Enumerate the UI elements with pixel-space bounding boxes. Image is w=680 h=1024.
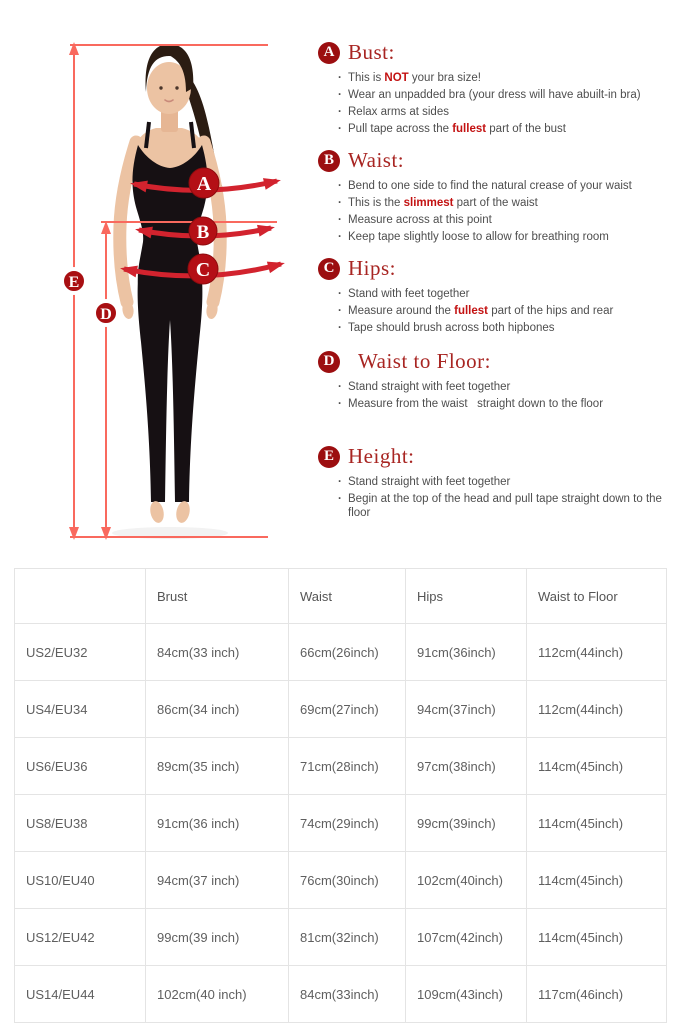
table-cell: 91cm(36inch) <box>406 624 527 681</box>
table-cell: US12/EU42 <box>15 909 146 966</box>
bullet-item: · Keep tape slightly loose to allow for breathing room <box>338 230 672 244</box>
table-cell: 117cm(46inch) <box>527 966 667 1023</box>
figure-panel <box>0 0 320 560</box>
table-cell: 112cm(44inch) <box>527 624 667 681</box>
section-title: Waist: <box>348 148 405 172</box>
bullet-item: · Wear an unpadded bra (your dress will have abuilt-in bra) <box>338 88 672 102</box>
bullet-item: · Relax arms at sides <box>338 105 672 119</box>
table-row <box>15 624 667 681</box>
bust-badge-letter: A <box>196 173 212 195</box>
table-row <box>15 795 667 852</box>
table-cell: 94cm(37inch) <box>406 681 527 738</box>
bullet-item: · Bend to one side to find the natural crease of your waist <box>338 179 672 193</box>
section-bullets <box>318 380 672 411</box>
table-cell: 112cm(44inch) <box>527 681 667 738</box>
section-heading <box>318 349 672 374</box>
table-cell: US8/EU38 <box>15 795 146 852</box>
table-cell: 86cm(34 inch) <box>146 681 289 738</box>
table-cell: 94cm(37 inch) <box>146 852 289 909</box>
section-letter-badge: B <box>318 150 340 172</box>
bullet-item: · Stand with feet together <box>338 287 672 301</box>
bullet-item: · This is the slimmest part of the waist <box>338 196 672 210</box>
table-cell: 99cm(39 inch) <box>146 909 289 966</box>
section-heading <box>318 444 672 469</box>
table-cell: US14/EU44 <box>15 966 146 1023</box>
table-cell: 71cm(28inch) <box>289 738 406 795</box>
bullet-item: · Measure from the waist straight down to the floor <box>338 397 672 411</box>
instruction-sections <box>318 40 672 532</box>
table-cell: 114cm(45inch) <box>527 852 667 909</box>
table-header-cell: Brust <box>146 569 289 624</box>
table-cell: 97cm(38inch) <box>406 738 527 795</box>
table-cell: US2/EU32 <box>15 624 146 681</box>
size-table <box>14 568 667 1023</box>
table-header-cell <box>15 569 146 624</box>
table-cell: 76cm(30inch) <box>289 852 406 909</box>
table-header-cell: Waist to Floor <box>527 569 667 624</box>
section-height <box>318 444 672 520</box>
table-cell: 114cm(45inch) <box>527 909 667 966</box>
table-row <box>15 852 667 909</box>
table-cell: 89cm(35 inch) <box>146 738 289 795</box>
section-heading <box>318 148 672 173</box>
hips-badge-letter: C <box>195 259 211 281</box>
bullet-item: · Begin at the top of the head and pull tape straight down to the floor <box>338 492 672 520</box>
size-table-header <box>15 569 667 624</box>
person-illustration <box>112 44 228 539</box>
table-cell: 69cm(27inch) <box>289 681 406 738</box>
table-header-cell: Waist <box>289 569 406 624</box>
table-cell: 114cm(45inch) <box>527 795 667 852</box>
size-table-body <box>15 624 667 1023</box>
bullet-item: · Stand straight with feet together <box>338 475 672 489</box>
section-heading <box>318 256 672 281</box>
section-letter-badge: E <box>318 446 340 468</box>
table-row <box>15 966 667 1023</box>
table-cell: 114cm(45inch) <box>527 738 667 795</box>
table-cell: US6/EU36 <box>15 738 146 795</box>
table-cell: US10/EU40 <box>15 852 146 909</box>
table-row <box>15 909 667 966</box>
leggings <box>138 278 203 502</box>
table-cell: 99cm(39inch) <box>406 795 527 852</box>
table-cell: 102cm(40inch) <box>406 852 527 909</box>
section-letter-badge: C <box>318 258 340 280</box>
section-waist <box>318 148 672 244</box>
section-waist-to-floor <box>318 349 672 411</box>
section-title: Height: <box>348 444 415 468</box>
table-cell: 66cm(26inch) <box>289 624 406 681</box>
section-title: Waist to Floor: <box>358 349 491 373</box>
bullet-item: · This is NOT your bra size! <box>338 71 672 85</box>
section-letter-badge: D <box>318 351 340 373</box>
bullet-item: · Tape should brush across both hipbones <box>338 321 672 335</box>
table-cell: 84cm(33 inch) <box>146 624 289 681</box>
section-title: Bust: <box>348 40 395 64</box>
waist-to-floor-badge-letter: D <box>100 306 112 323</box>
bullet-item: · Stand straight with feet together <box>338 380 672 394</box>
height-badge-letter: E <box>68 274 80 291</box>
bullet-item: · Measure around the fullest part of the hips and rear <box>338 304 672 318</box>
bullet-item: · Pull tape across the fullest part of the bust <box>338 122 672 136</box>
section-heading <box>318 40 672 65</box>
bullet-item: · Measure across at this point <box>338 213 672 227</box>
table-cell: 102cm(40 inch) <box>146 966 289 1023</box>
table-row <box>15 738 667 795</box>
table-cell: 84cm(33inch) <box>289 966 406 1023</box>
waist-badge-letter: B <box>196 222 210 243</box>
table-row <box>15 681 667 738</box>
section-bullets <box>318 287 672 335</box>
section-title: Hips: <box>348 256 397 280</box>
measurement-diagram <box>0 0 320 560</box>
section-bust <box>318 40 672 136</box>
table-cell: 74cm(29inch) <box>289 795 406 852</box>
table-cell: 81cm(32inch) <box>289 909 406 966</box>
table-cell: 109cm(43inch) <box>406 966 527 1023</box>
section-letter-badge: A <box>318 42 340 64</box>
section-bullets <box>318 179 672 244</box>
section-bullets <box>318 475 672 520</box>
section-hips <box>318 256 672 335</box>
table-cell: US4/EU34 <box>15 681 146 738</box>
table-cell: 107cm(42inch) <box>406 909 527 966</box>
table-header-row <box>15 569 667 624</box>
table-header-cell: Hips <box>406 569 527 624</box>
table-cell: 91cm(36 inch) <box>146 795 289 852</box>
section-bullets <box>318 71 672 136</box>
